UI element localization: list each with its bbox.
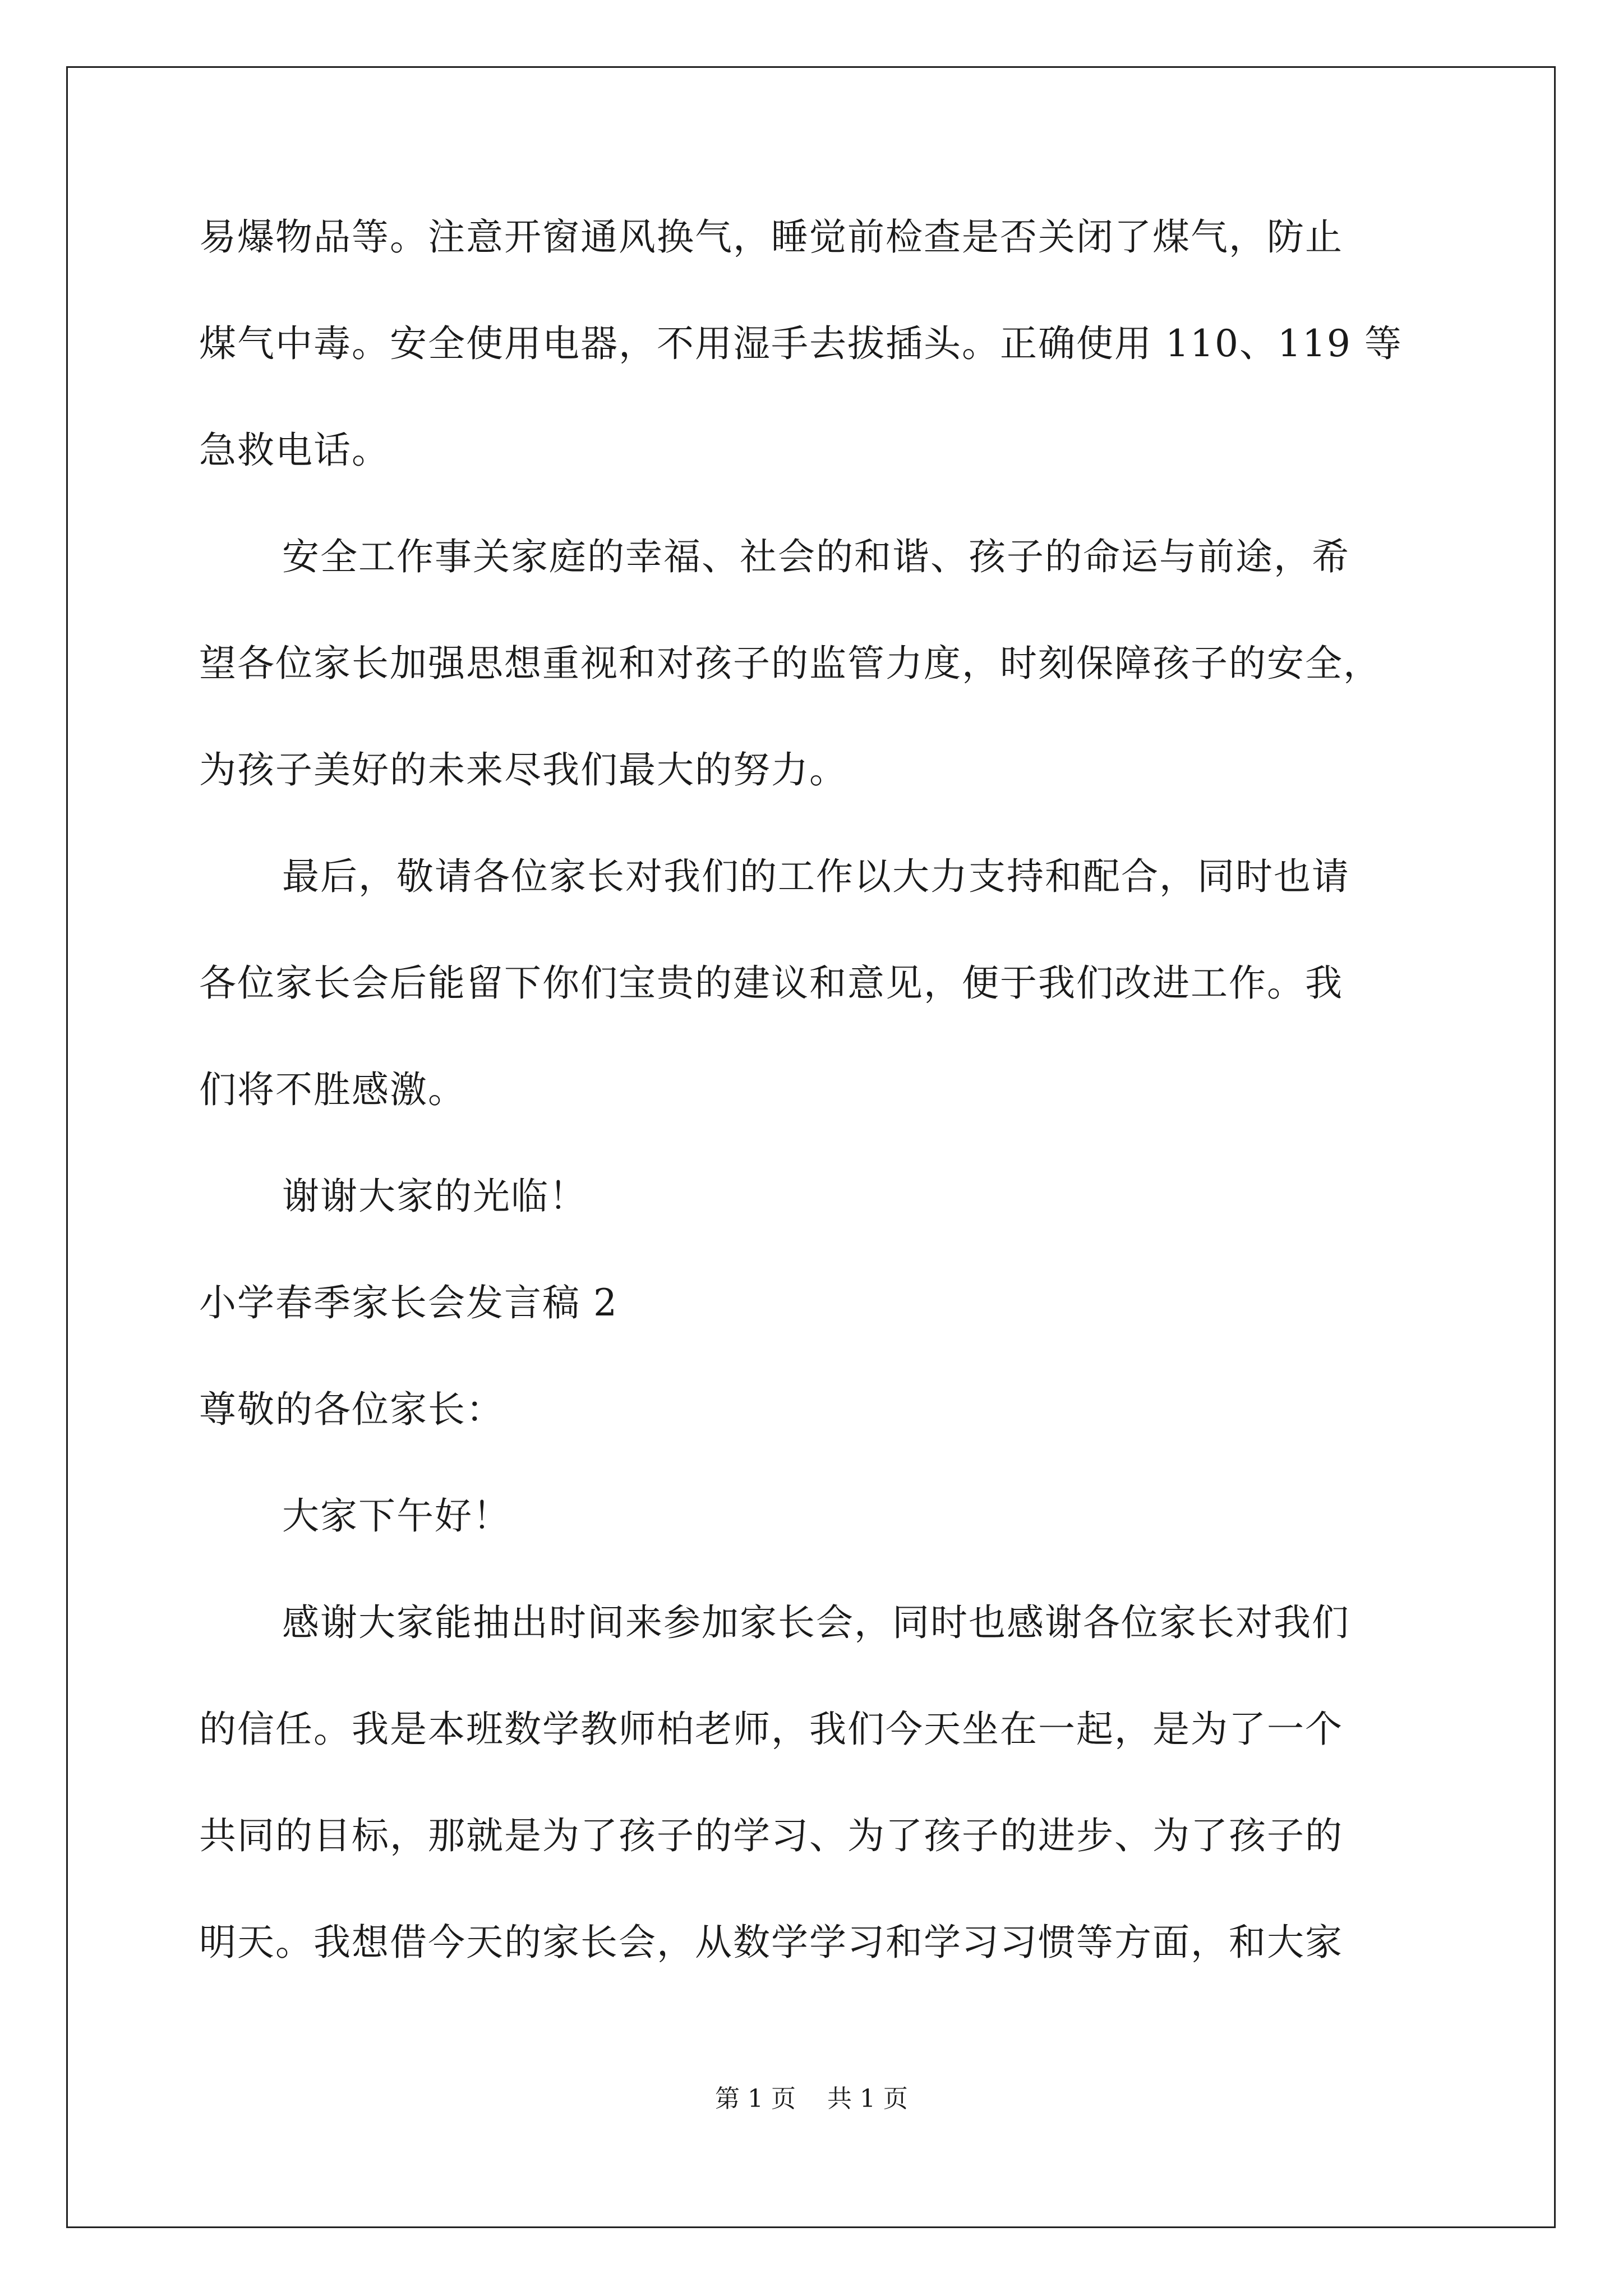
body-line: 的信任。我是本班数学教师柏老师，我们今天坐在一起，是为了一个 <box>199 1708 1343 1751</box>
paragraph-first-line: 最后，敬请各位家长对我们的工作以大力支持和配合，同时也请 <box>282 855 1350 898</box>
greeting: 大家下午好！ <box>282 1494 511 1538</box>
body-line: 共同的目标，那就是为了孩子的学习、为了孩子的进步、为了孩子的 <box>199 1814 1343 1857</box>
body-line: 煤气中毒。安全使用电器，不用湿手去拔插头。正确使用 110、119 等 <box>199 322 1403 365</box>
paragraph-first-line: 感谢大家能抽出时间来参加家长会，同时也感谢各位家长对我们 <box>282 1601 1350 1644</box>
body-line: 易爆物品等。注意开窗通风换气，睡觉前检查是否关闭了煤气，防止 <box>199 215 1343 259</box>
document-body <box>199 215 1433 2031</box>
body-line: 明天。我想借今天的家长会，从数学学习和学习习惯等方面，和大家 <box>199 1921 1343 1964</box>
salutation: 尊敬的各位家长： <box>199 1388 504 1431</box>
thanks-line: 谢谢大家的光临！ <box>282 1175 587 1218</box>
body-line: 们将不胜感激。 <box>199 1068 466 1111</box>
body-line: 各位家长会后能留下你们宝贵的建议和意见，便于我们改进工作。我 <box>199 961 1343 1005</box>
paragraph-first-line: 安全工作事关家庭的幸福、社会的和谐、孩子的命运与前途，希 <box>282 535 1350 578</box>
page-footer: 第 1 页 共 1 页 <box>715 2085 908 2113</box>
body-line: 为孩子美好的未来尽我们最大的努力。 <box>199 748 847 792</box>
section-title: 小学春季家长会发言稿 2 <box>199 1281 618 1324</box>
body-line: 急救电话。 <box>199 429 390 472</box>
body-line: 望各位家长加强思想重视和对孩子的监管力度，时刻保障孩子的安全， <box>199 642 1381 685</box>
